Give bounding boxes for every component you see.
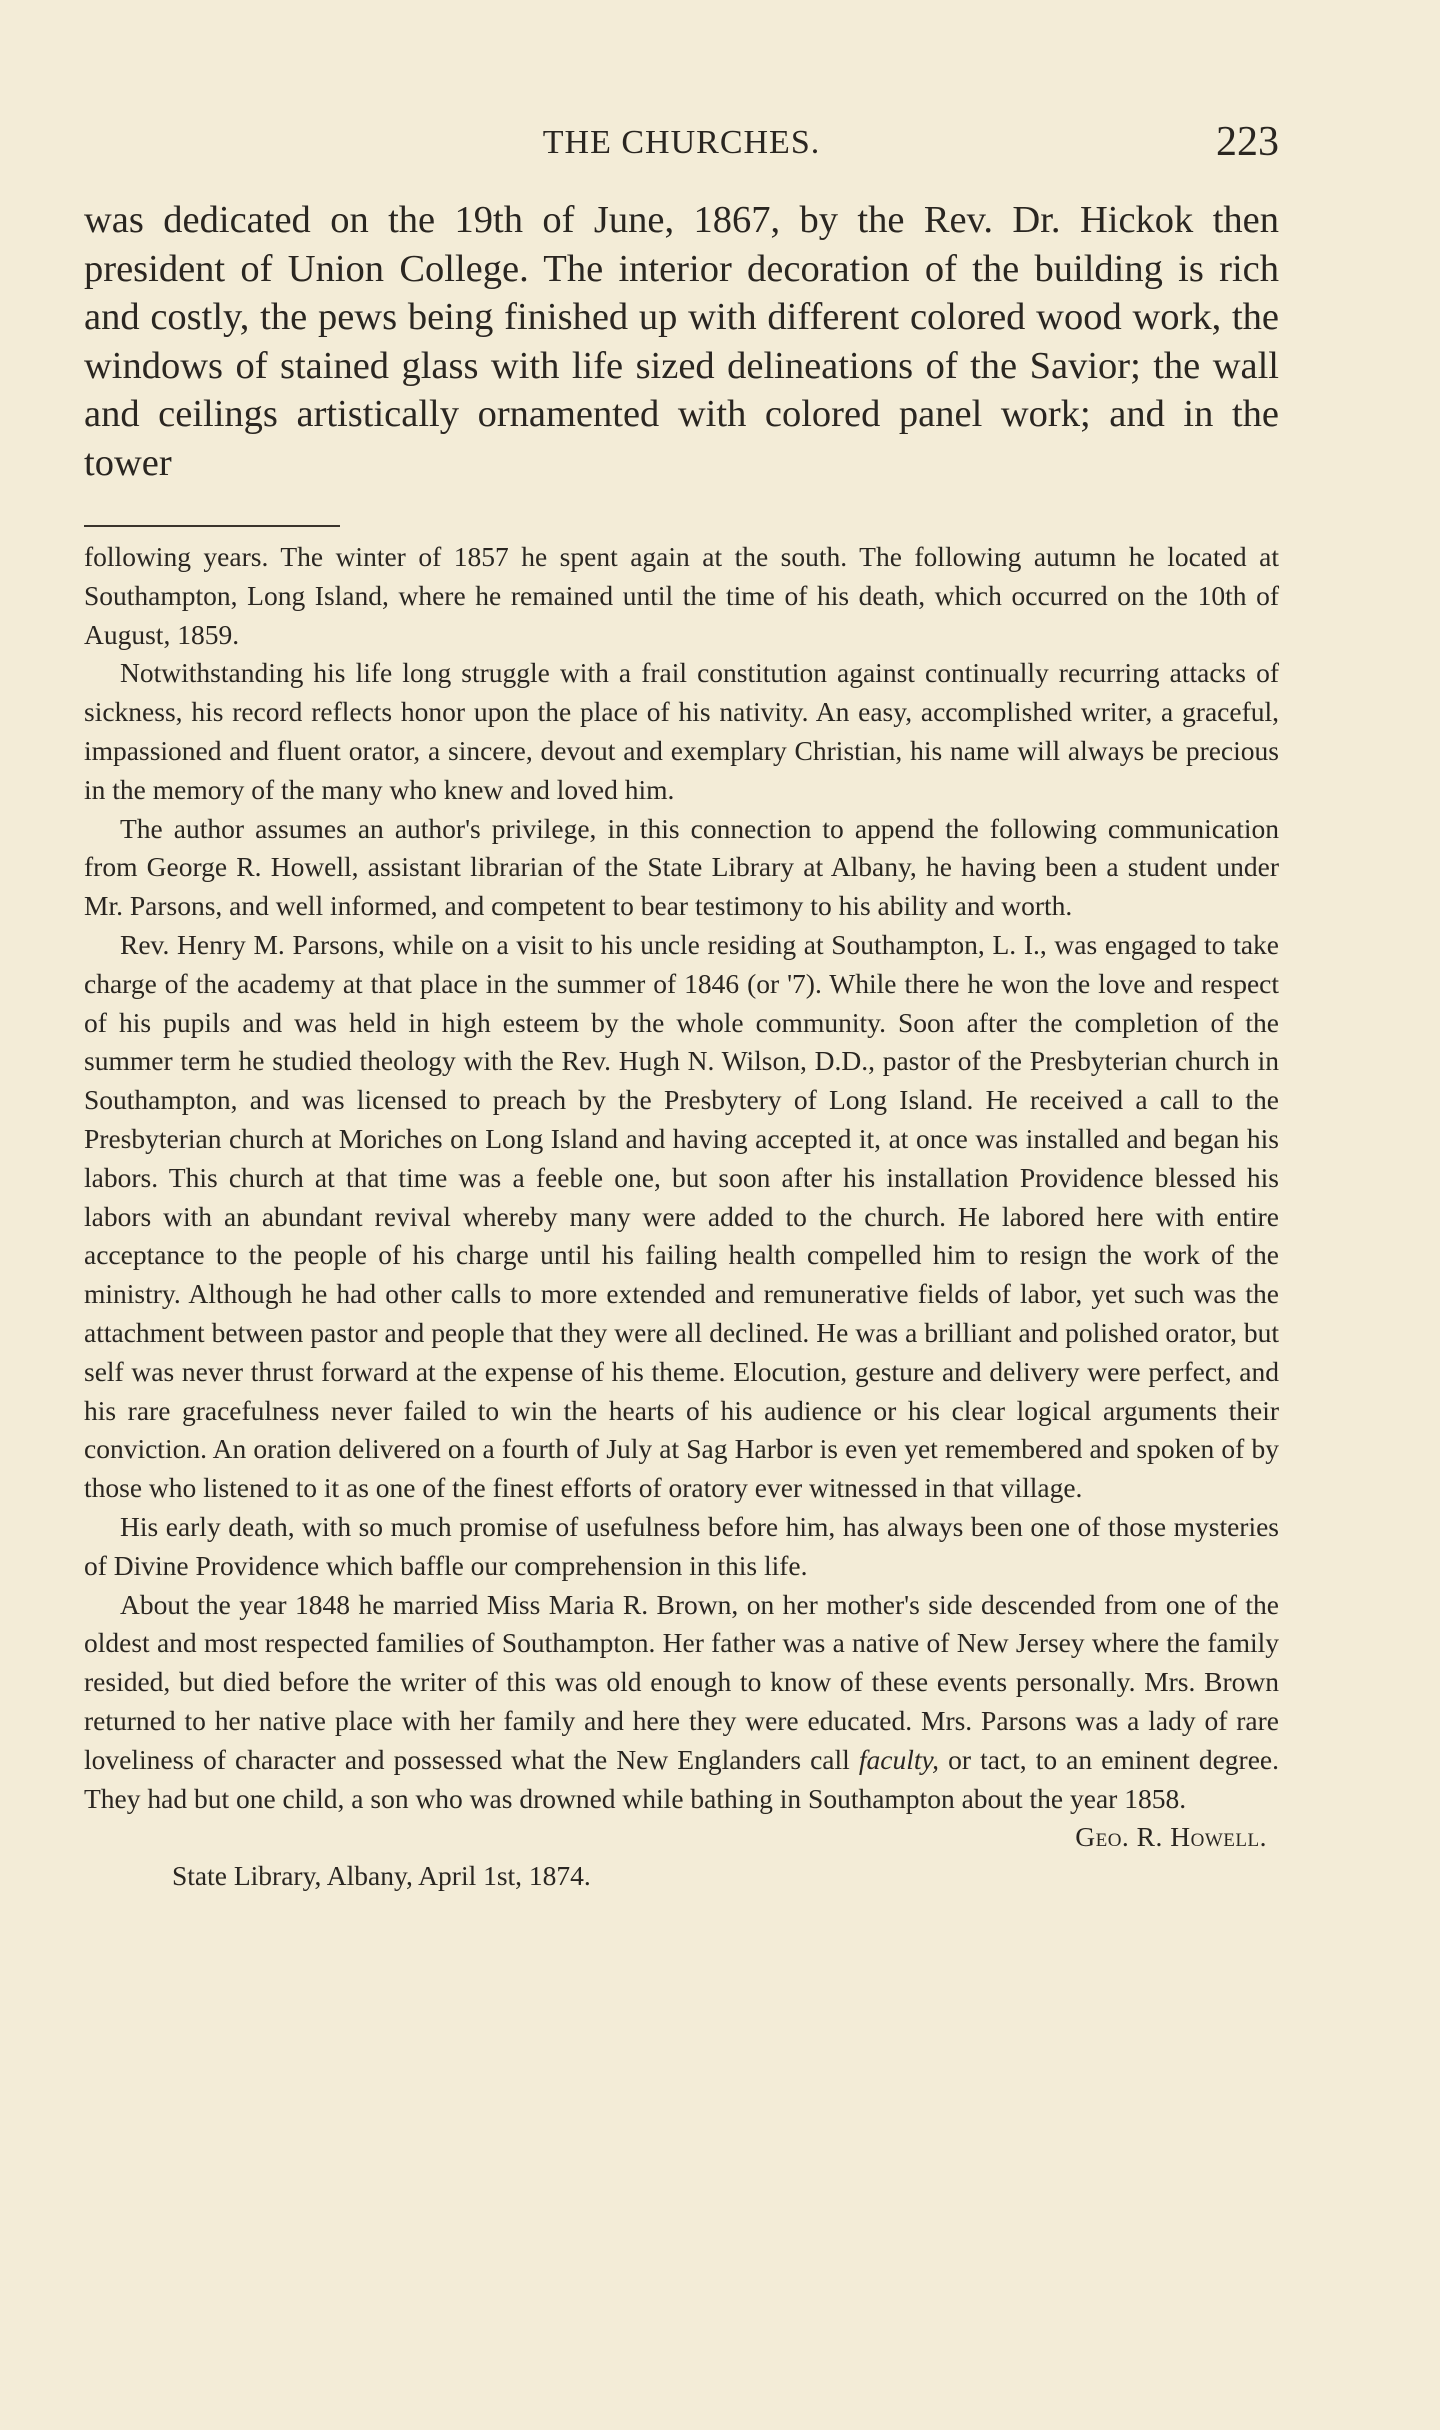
page-number: 223: [1216, 119, 1279, 165]
footnote-text: or tact, to an eminent degree. They had but one child, a son who was drowned while bathing in Southampton about the year 1858.: [84, 1743, 1279, 1814]
footnote-paragraph: The author assumes an author's privilege, in this connection to append the following communication from George R. Howell, assistant librarian of the State Library at Albany, he having been a student under Mr. Parsons, and well informed, and competent to bear testimony to his ability and worth.: [84, 812, 1279, 922]
main-text-block: [84, 196, 1279, 487]
footnote-block: [84, 538, 1279, 1896]
footnote-paragraph: His early death, with so much promise of usefulness before him, has always been one of those mysteries of Divine Providence which baffle our comprehension in this life.: [84, 1510, 1279, 1581]
footnote-paragraph: Notwithstanding his life long struggle with a frail constitution against continually recurring attacks of sickness, his record reflects honor upon the place of his nativity. An easy, accomplished writer, a graceful, impassioned and fluent orator, a sincere, devout and exemplary Christian, his name will always be precious in the memory of the many who knew and loved him.: [84, 657, 1279, 805]
footnote-paragraph: following years. The winter of 1857 he spent again at the south. The following autumn he located at Southampton, Long Island, where he remained until the time of his death, which occurred on the 10th of August, 1859.: [84, 541, 1279, 650]
signature: Geo. R. Howell.: [1075, 1821, 1267, 1853]
footnote-text: About the year 1848 he married Miss Maria R. Brown, on her mother's side descended from one of the oldest and most respected families of Southampton. Her father was a native of New Jersey where the family resided, but died before the writer of this was old enough to know of these events personally. Mrs. Brown returned to her native place with her family and here they were educated. Mrs. Parsons was a lady of rare loveliness of character and possessed what the New Englanders call: [84, 1588, 1279, 1775]
italic-word: faculty,: [858, 1743, 940, 1775]
dateline: State Library, Albany, April 1st, 1874.: [172, 1860, 591, 1892]
main-paragraph: was dedicated on the 19th of June, 1867, by the Rev. Dr. Hickok then president of Union College. The interior decoration of the building is rich and costly, the pews being finished up with different colored wood work, the windows of stained glass with life sized delineations of the Savior; the wall and ceilings artistically ornamented with colored panel work; and in the tower: [84, 199, 1279, 484]
page-header: [84, 118, 1279, 168]
footnote-divider: [84, 525, 340, 527]
footnote-paragraph-last: [84, 1586, 1279, 1819]
running-title: THE CHURCHES.: [542, 124, 821, 161]
footnote-paragraph: Rev. Henry M. Parsons, while on a visit to his uncle residing at Southampton, L. I., was engaged to take charge of the academy at that place in the summer of 1846 (or '7). While there he won the love and respect of his pupils and was held in high esteem by the whole community. Soon after the completion of the summer term he studied theology with the Rev. Hugh N. Wilson, D.D., pastor of the Presbyterian church in Southampton, and was licensed to preach by the Presbytery of Long Island. He received a call to the Presbyterian church at Moriches on Long Island and having accepted it, at once was installed and began his labors. This church at that time was a feeble one, but soon after his installation Providence blessed his labors with an abundant revival whereby many were added to the church. He labored here with entire acceptance to the people of his charge until his failing health compelled him to resign the work of the ministry. Although he had other calls to more extended and remunerative fields of labor, yet such was the attachment between pastor and people that they were all declined. He was a brilliant and polished orator, but self was never thrust forward at the expense of his theme. Elocution, gesture and delivery were perfect, and his rare gracefulness never failed to win the hearts of his audience or his clear logical arguments their conviction. An oration delivered on a fourth of July at Sag Harbor is even yet remembered and spoken of by those who listened to it as one of the finest efforts of oratory ever witnessed in that village.: [84, 928, 1279, 1504]
